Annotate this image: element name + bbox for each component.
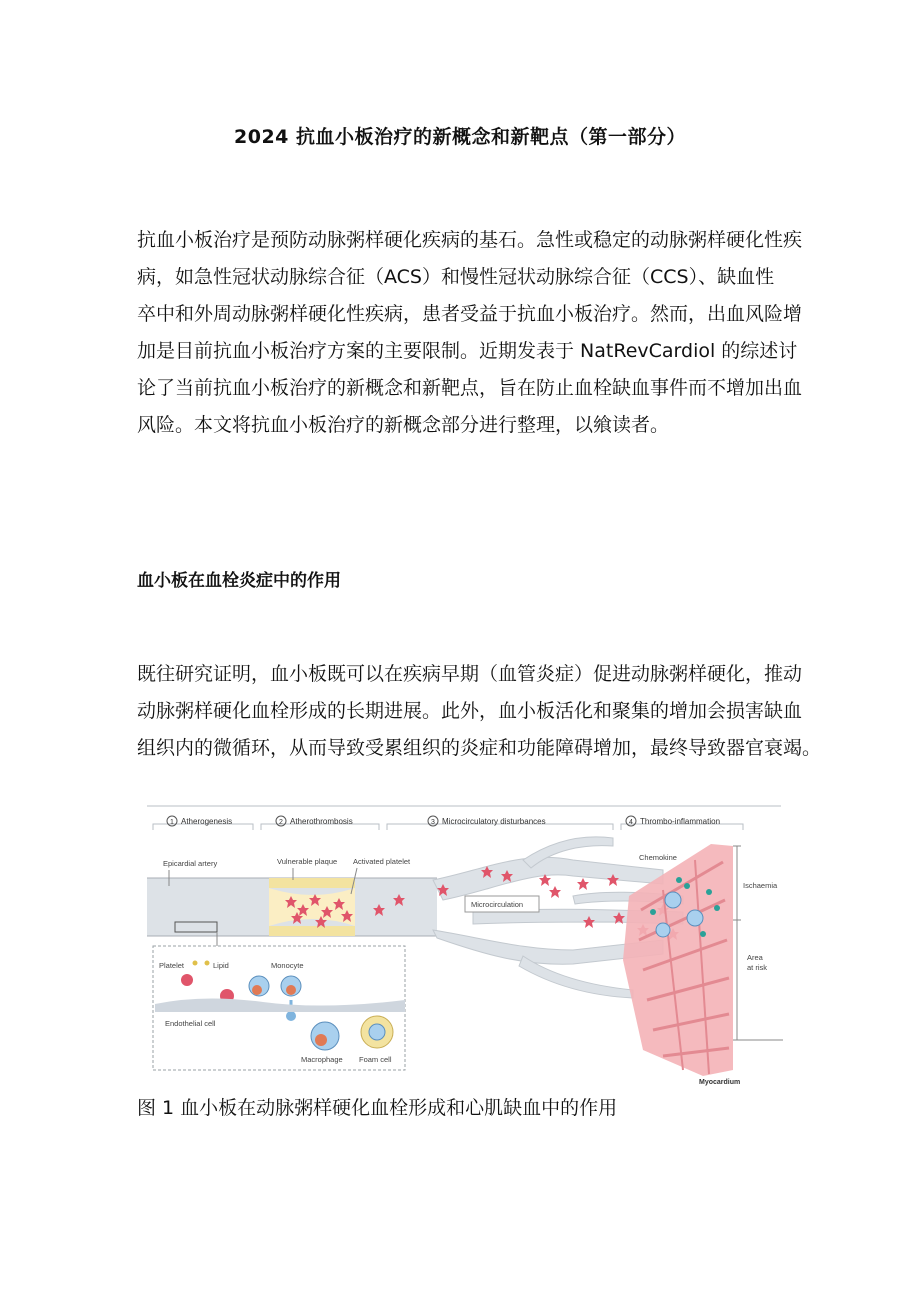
label-myocardium: Myocardium (699, 1079, 741, 1086)
intro-paragraph (137, 222, 803, 444)
intro-line: 卒中和外周动脉粥样硬化性疾病，患者受益于抗血小板治疗。然而，出血风险增 (137, 303, 803, 325)
intro-line: 病，如急性冠状动脉综合征（ACS）和慢性冠状动脉综合征（CCS）、缺血性 (137, 266, 775, 288)
page-title: 2024 抗血小板治疗的新概念和新靶点（第一部分） (234, 126, 686, 148)
label-monocyte: Monocyte (271, 961, 304, 970)
label-activated-platelet: Activated platelet (353, 857, 411, 866)
stage-label: Atherothrombosis (290, 817, 353, 826)
intro-line: 抗血小板治疗是预防动脉粥样硬化疾病的基石。急性或稳定的动脉粥样硬化性疾 (137, 229, 803, 251)
stage-number: 4 (629, 819, 633, 826)
label-at-risk: at risk (747, 963, 768, 972)
stage-number: 2 (279, 819, 283, 826)
stage-label: Atherogenesis (181, 817, 233, 826)
stage-label: Thrombo-inflammation (640, 817, 721, 826)
stage-4 (626, 816, 720, 826)
intro-line: 论了当前抗血小板治疗的新概念和新靶点，旨在防止血栓缺血事件而不增加出血 (137, 377, 803, 399)
label-endothelial-cell: Endothelial cell (165, 1019, 216, 1028)
body-line: 组织内的微循环，从而导致受累组织的炎症和功能障碍增加，最终导致器官衰竭。 (137, 737, 822, 759)
label-platelet: Platelet (159, 961, 185, 970)
label-foam-cell: Foam cell (359, 1055, 392, 1064)
intro-line: 风险。本文将抗血小板治疗的新概念部分进行整理，以飨读者。 (137, 414, 670, 436)
stage-3 (428, 816, 546, 826)
stage-number: 3 (431, 819, 435, 826)
body-line: 既往研究证明，血小板既可以在疾病早期（血管炎症）促进动脉粥样硬化，推动 (137, 663, 803, 685)
label-area: Area (747, 953, 763, 962)
label-macrophage: Macrophage (301, 1055, 343, 1064)
inset-detail (153, 946, 405, 1070)
label-chemokine: Chemokine (639, 853, 677, 862)
label-vulnerable-plaque: Vulnerable plaque (277, 857, 338, 866)
body-line: 动脉粥样硬化血栓形成的长期进展。此外，血小板活化和聚集的增加会损害缺血 (137, 700, 803, 722)
figure-caption: 图 1 血小板在动脉粥样硬化血栓形成和心肌缺血中的作用 (137, 1097, 618, 1119)
body-paragraph (137, 656, 822, 767)
label-lipid: Lipid (213, 961, 229, 970)
figure-illustration (143, 800, 785, 1092)
label-epicardial-artery: Epicardial artery (163, 859, 218, 868)
stage-number: 1 (170, 819, 174, 826)
label-ischaemia: Ischaemia (743, 881, 778, 890)
figure-platelet-role (143, 800, 785, 1092)
section-heading: 血小板在血栓炎症中的作用 (137, 571, 341, 591)
stage-label: Microcirculatory disturbances (442, 817, 546, 826)
intro-line: 加是目前抗血小板治疗方案的主要限制。近期发表于 NatRevCardiol 的综述讨 (137, 340, 798, 362)
label-microcirculation: Microcirculation (471, 900, 524, 909)
